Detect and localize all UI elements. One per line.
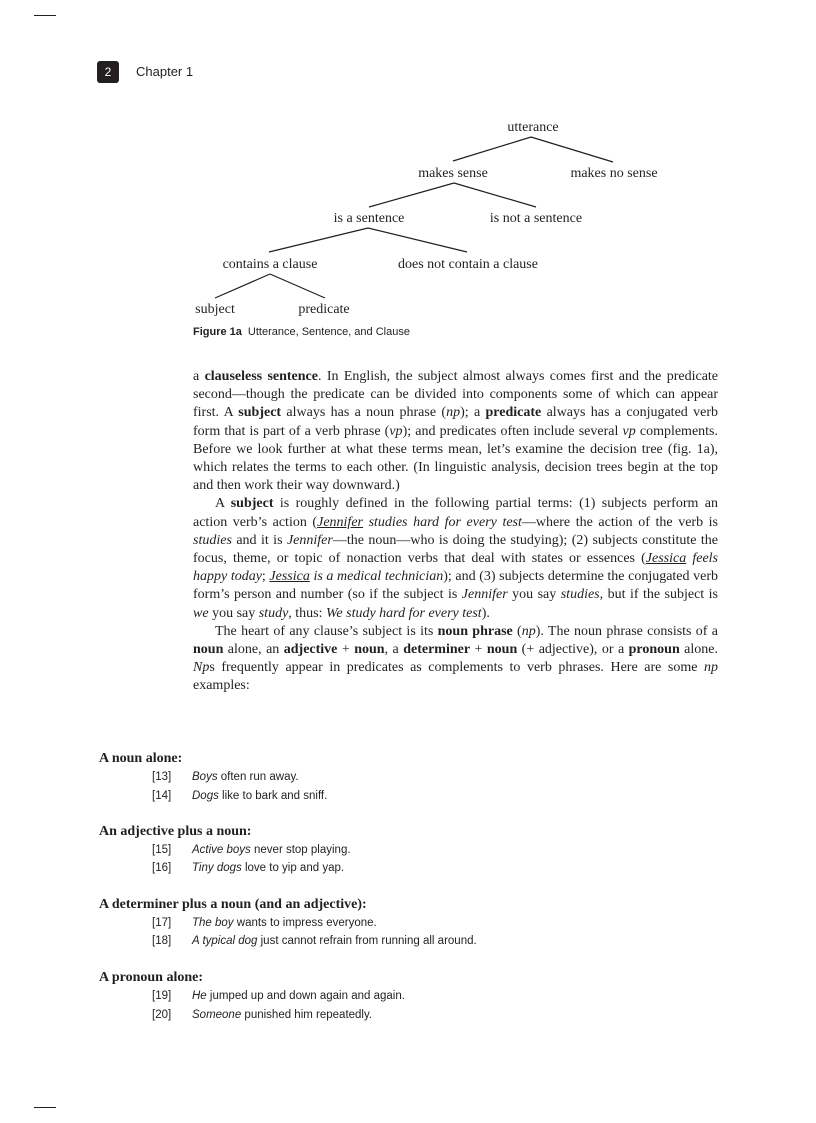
chapter-title: Chapter 1 bbox=[136, 64, 194, 79]
figure-label: Figure 1a bbox=[193, 326, 242, 338]
paragraph: A subject is roughly defined in the following partial terms: (1) subjects perform an action verb’s action (Jennifer studies hard for every test—where the action of the verb is studies and it is Jennifer—the noun—who is doing the studying); (2) subjects constitute the focus, theme, or topic of nonaction verbs that deal with states or essences (Jessica feels happy today; Jessica is a medical technician); and (3) subjects determine the conjugated verb form’s person and number (so if the subject is Jennifer you say studies, but if the subject is we you say study, thus: We study hard for every test). bbox=[193, 496, 719, 621]
decision-tree-diagram bbox=[0, 0, 816, 330]
node-makes-sense: makes sense bbox=[418, 166, 488, 181]
section-heading: A pronoun alone: bbox=[99, 970, 203, 985]
node-is-not-sentence: is not a sentence bbox=[489, 211, 583, 226]
example-item: [13] Boys often run away. bbox=[152, 771, 299, 783]
node-subject: subject bbox=[195, 302, 235, 317]
example-item: [17] The boy wants to impress everyone. bbox=[152, 917, 377, 929]
node-no-clause: does not contain a clause bbox=[398, 257, 538, 272]
edge-contains-clause-subject bbox=[215, 274, 270, 298]
paragraph: a clauseless sentence. In English, the subject almost always comes first and the predicate second—though the predicate can be divided into components some of which can appear first. A subject always has a noun phrase (np); a predicate always has a conjugated verb form that is part of a verb phrase (vp); and predicates often include several vp complements. Before we look further at what these terms mean, let’s examine the decision tree (fig. 1a), which relates the terms to each other. (In linguistic analysis, decision trees begin at the top and then work their way downward.) bbox=[193, 369, 719, 494]
example-item: [18] A typical dog just cannot refrain from running all around. bbox=[152, 935, 477, 947]
figure-caption-text: Utterance, Sentence, and Clause bbox=[247, 326, 410, 338]
example-item: [15] Active boys never stop playing. bbox=[152, 844, 351, 856]
edge-contains-clause-predicate bbox=[270, 274, 325, 298]
node-utterance: utterance bbox=[507, 120, 559, 135]
example-item: [20] Someone punished him repeatedly. bbox=[152, 1009, 373, 1021]
node-makes-no-sense: makes no sense bbox=[570, 166, 658, 181]
section-heading: An adjective plus a noun: bbox=[99, 824, 252, 839]
edge-utterance-makes-no-sense bbox=[531, 137, 613, 162]
crop-mark-bottom bbox=[34, 1107, 56, 1108]
edge-is-sentence-contains-clause bbox=[269, 228, 368, 252]
edge-makes-sense-is-sentence bbox=[369, 183, 454, 207]
example-item: [19] He jumped up and down again and again. bbox=[152, 990, 405, 1002]
section-heading: A determiner plus a noun (and an adjective): bbox=[99, 897, 367, 912]
edge-utterance-makes-sense bbox=[453, 137, 531, 161]
page-number: 2 bbox=[97, 61, 119, 83]
node-contains-clause: contains a clause bbox=[222, 257, 318, 272]
node-is-sentence: is a sentence bbox=[333, 211, 405, 226]
paragraph: The heart of any clause’s subject is its noun phrase (np). The noun phrase consists of a noun alone, an adjective + noun, a determiner + noun (+ adjective), or a pronoun alone. Nps frequently appear in predicates as complements to verb phrases. Here are some np examples: bbox=[193, 623, 719, 694]
edge-makes-sense-is-not-sentence bbox=[454, 183, 536, 207]
section-heading: A noun alone: bbox=[99, 751, 183, 766]
example-item: [16] Tiny dogs love to yip and yap. bbox=[152, 862, 345, 874]
edge-is-sentence-no-clause bbox=[368, 228, 467, 252]
node-predicate: predicate bbox=[298, 302, 350, 317]
example-item: [14] Dogs like to bark and sniff. bbox=[152, 790, 328, 802]
figure-caption bbox=[193, 326, 410, 338]
body-text bbox=[193, 368, 718, 696]
